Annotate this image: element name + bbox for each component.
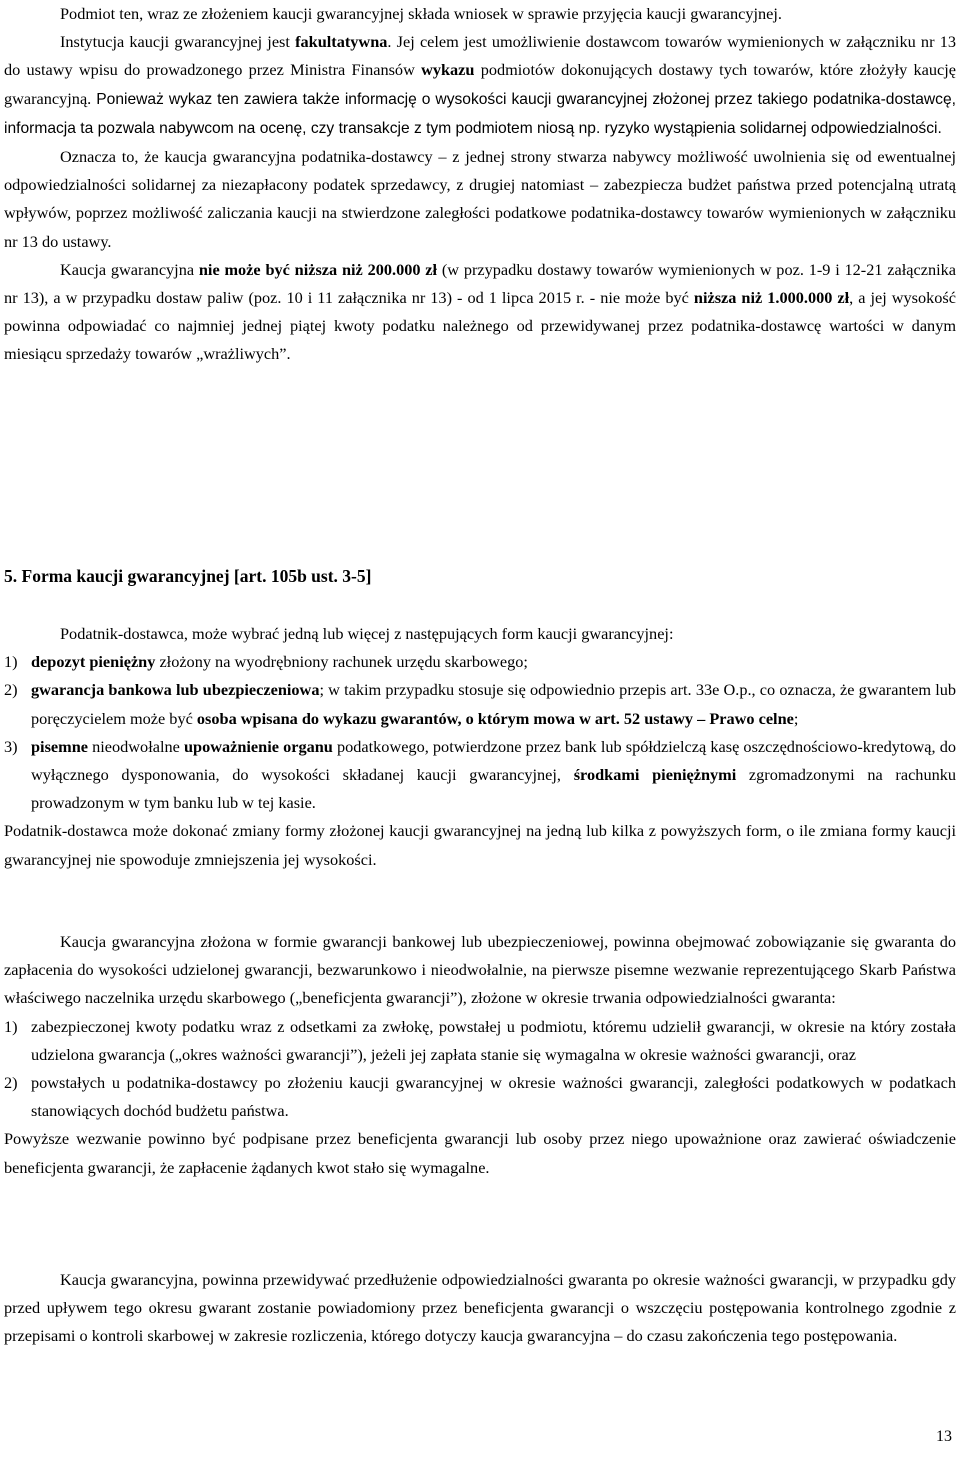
list-item: 1) zabezpieczonej kwoty podatku wraz z odsetkami za zwłokę, powstałej u podmiotu, któremu udzielił gwarancji, w okresie na który została udzielona gwarancja („okres ważności gwarancji”), jeżeli jej zapłata stanie się wymagalna w okresie ważności gwarancji, oraz [4,1016,956,1064]
paragraph-zmiana-formy: Podatnik-dostawca może dokonać zmiany formy złożonej kaucji gwarancyjnej na jedną lub kilka z powyższych form, o ile zmiana formy kaucji gwarancyjnej nie spowoduje zmniejszenia jej wysokości. [4,821,956,869]
list-item: 3) pisemne nieodwołalne upoważnienie organu podatkowego, potwierdzone przez bank lub spółdzielczą kasę oszczędnościowo-kredytową, do wyłącznego dysponowania, do wysokości składanej kaucji gwarancyjnej, środkami pieniężnymi zgromadzonymi na rachunku prowadzonym w tym banku lub w tej kasie. [4,736,957,813]
section-heading: 5. Forma kaucji gwarancyjnej [art. 105b ust. 3-5] [4,566,372,586]
paragraph-wezwanie: Powyższe wezwanie powinno być podpisane przez beneficjenta gwarancji lub osoby przez niego upoważnione oraz zawierać oświadczenie beneficjenta gwarancji, że zapłacenie żądanych kwot stało się wymagalne. [4,1129,956,1177]
paragraph-fakultatywna: Instytucja kaucji gwarancyjnej jest fakultatywna. Jej celem jest umożliwienie dostawcom towarów wymienionych w załączniku nr 13 do ustawy wpisu do prowadzonego przez Ministra Finansów wykazu podmiotów dokonujących dostawy tych towarów, które złożyły kaucję gwarancyjną. Ponieważ wykaz ten zawiera także informację o wysokości kaucji gwarancyjnej złożonej przez takiego podatnika-dostawcę, informacja ta pozwala nabywcom na ocenę, czy transakcje z tym podmiotem niosą np. ryzyko wystąpienia solidarnej odpowiedzialności. [4,32,956,137]
paragraph-przedluzenie: Kaucja gwarancyjna, powinna przewidywać przedłużenie odpowiedzialności gwaranta po okresie ważności gwarancji, w przypadku gdy przed upływem tego okresu gwarant zostanie powiadomiony przez beneficjenta gwarancji o wszczęciu postępowania kontrolnego zgodnie z przepisami o kontroli skarbowej w zakresie rozliczenia, którego dotyczy kaucja gwarancyjna – do czasu zakończenia tego postępowania. [4,1270,956,1346]
list-item: 1) depozyt pieniężny złożony na wyodrębniony rachunek urzędu skarbowego; [4,652,528,672]
page-number: 13 [936,1428,952,1445]
paragraph-kaucja-kwota: Kaucja gwarancyjna nie może być niższa niż 200.000 zł (w przypadku dostawy towarów wymienionych w poz. 1-9 i 12-21 załącznika nr 13), a w przypadku dostaw paliw (poz. 10 i 11 załącznika nr 13) - od 1 lipca 2015 r. - nie może być niższa niż 1.000.000 zł, a jej wysokość powinna odpowiadać co najmniej jednej piątej kwoty podatku należnego od przewidywanej przez podatnika-dostawcę wartości w danym miesiącu sprzedaży towarów „wrażliwych”. [4,259,956,364]
list-item: 2) powstałych u podatnika-dostawcy po złożeniu kaucji gwarancyjnej w okresie ważności gwarancji, zaległości podatkowych w podatkach stanowiących dochód budżetu państwa. [4,1073,956,1121]
block-top [4,0,956,369]
paragraph-intro: Podmiot ten, wraz ze złożeniem kaucji gwarancyjnej składa wniosek w sprawie przyjęcia kaucji gwarancyjnej. [60,4,782,23]
paragraph-gwarancja-bankowa: Kaucja gwarancyjna złożona w formie gwarancji bankowej lub ubezpieczeniowej, powinna obejmować zobowiązanie się gwaranta do zapłacenia do wysokości udzielonej gwarancji, bezwarunkowo i nieodwołalnie, na pierwsze pisemne wezwanie reprezentującego Skarb Państwa właściwego naczelnika urzędu skarbowego („beneficjenta gwarancji”), złożone w okresie trwania odpowiedzialności gwaranta: [4,932,956,1008]
list-item: 2) gwarancja bankowa lub ubezpieczeniowa; w takim przypadku stosuje się odpowiednio przepis art. 33e O.p., co oznacza, że gwarantem lub poręczycielem może być osoba wpisana do wykazu gwarantów, o którym mowa w art. 52 ustawy – Prawo celne; [4,680,956,728]
block-przedluzenie [4,1266,956,1351]
paragraph-oznacza: Oznacza to, że kaucja gwarancyjna podatnika-dostawcy – z jednej strony stwarza nabywcy możliwość uwolnienia się od ewentualnej odpowiedzialności solidarnej za niezapłacony podatek sprzedawcy, z drugiej natomiast – zabezpiecza budżet państwa przed potencjalną utratą wpływów, poprzez możliwość zaliczania kaucji na stwierdzone zaległości podatkowe podatnika-dostawcy towarów wymienionych w załączniku nr 13 do ustawy. [4,147,956,251]
block-gwarancja [4,928,956,1182]
paragraph-formy: Podatnik-dostawca, może wybrać jedną lub więcej z następujących form kaucji gwarancyjnej: [60,624,674,643]
block-forms [4,620,956,874]
